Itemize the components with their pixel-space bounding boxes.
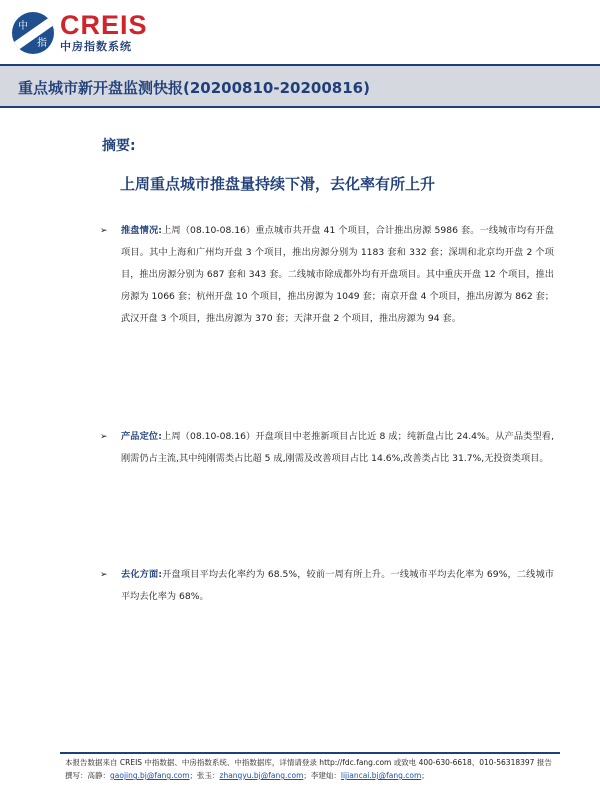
summary-headline: 上周重点城市推盘量持续下滑，去化率有所上升	[120, 175, 436, 193]
author-email-link[interactable]: gaojing.bj@fang.com	[110, 771, 190, 780]
logo-brand: CREIS	[60, 10, 148, 40]
author-email-link[interactable]: lijiancai.bj@fang.com	[340, 771, 422, 780]
item-text: 上周（08.10-08.16）开盘项目中老推新项目占比近 8 成；纯新盘占比 24.4%。从产品类型看,刚需仍占主流,其中纯刚需类占比超 5 成,刚需及改善项目占比 14.6%,改善类占比 31.7%,无投资类项目。	[121, 431, 554, 464]
arrow-bullet-icon: ➢	[100, 432, 108, 442]
item-positioning	[100, 426, 554, 470]
arrow-bullet-icon: ➢	[100, 226, 108, 236]
item-text: 上周（08.10-08.16）重点城市共开盘 41 个项目，合计推出房源 5986 套。一线城市均有开盘项目。其中上海和广州均开盘 3 个项目，推出房源分别为 1183 套和 332 套；深圳和北京均开盘 2 个项目，推出房源分别为 687 套和 343 套。二线城市除成都外均有开盘项目。其中重庆开盘 12 个项目，推出房源为 1066 套；杭州开盘 10 个项目，推出房源为 1049 套；南京开盘 4 个项目，推出房源为 862 套；武汉开盘 3 个项目，推出房源为 370 套；天津开盘 2 个项目，推出房源为 94 套。	[121, 225, 554, 324]
report-title: 重点城市新开盘监测快报(20200810-20200816)	[18, 79, 370, 97]
author-email-link[interactable]: zhangyu.bj@fang.com	[219, 771, 304, 780]
item-text: 开盘项目平均去化率约为 68.5%，较前一周有所上升。一线城市平均去化率为 69%，二线城市平均去化率为 68%。	[121, 569, 554, 602]
footer-divider	[60, 752, 560, 754]
item-key: 推盘情况:	[121, 225, 162, 236]
footer-authors: 撰写：高静：gaojing.bj@fang.com；张玉：zhangyu.bj@fang.com；李建灿：lijiancai.bj@fang.com；	[65, 771, 429, 780]
logo-subtitle: 中房指数系统	[60, 40, 132, 53]
item-supply	[100, 220, 554, 330]
creis-logo	[12, 10, 148, 56]
title-banner	[0, 64, 600, 108]
item-key: 去化方面:	[121, 569, 163, 580]
arrow-bullet-icon: ➢	[100, 570, 108, 580]
logo-badge-icon: 中 指	[12, 12, 54, 54]
item-absorption	[100, 564, 554, 608]
summary-label: 摘要:	[102, 138, 136, 154]
footer-source: 本报告数据来自 CREIS 中指数据、中房指数系统、中指数据库，详情请登录 http://fdc.fang.com 或致电 400-630-6618、010-56318397 报告	[65, 758, 552, 767]
item-key: 产品定位:	[121, 431, 162, 442]
